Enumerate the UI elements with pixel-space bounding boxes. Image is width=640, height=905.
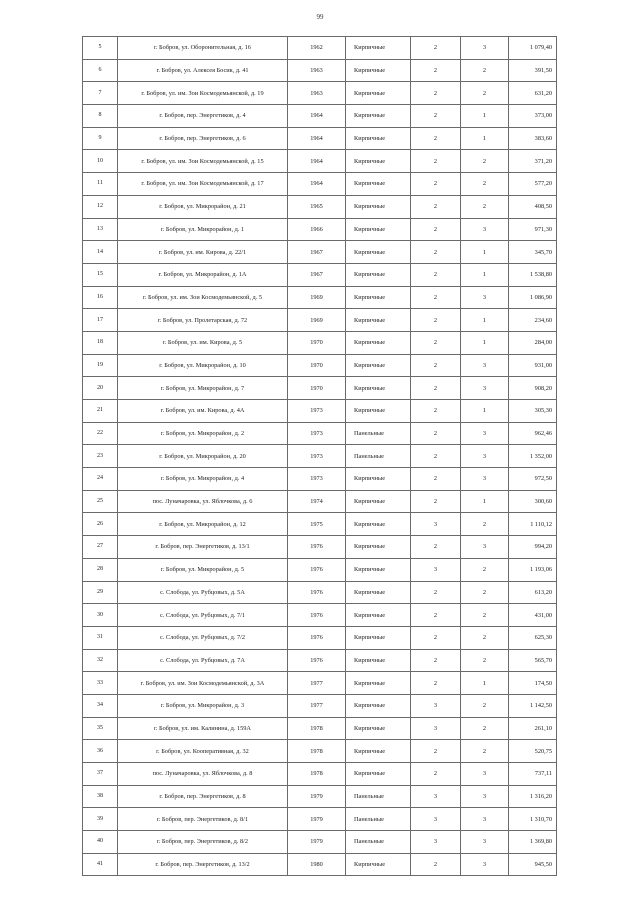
area-cell: 613,20 bbox=[509, 581, 557, 604]
address-cell: г. Бобров, ул. Микрорайон, д. 2 bbox=[118, 422, 288, 445]
row-number-cell: 29 bbox=[83, 581, 118, 604]
table-row bbox=[83, 127, 557, 150]
material-cell: Кирпичные bbox=[346, 581, 411, 604]
year-cell: 1977 bbox=[288, 694, 346, 717]
row-number-cell: 7 bbox=[83, 82, 118, 105]
area-cell: 908,20 bbox=[509, 377, 557, 400]
entrances-cell: 2 bbox=[461, 558, 509, 581]
area-cell: 972,50 bbox=[509, 468, 557, 491]
material-cell: Кирпичные bbox=[346, 400, 411, 423]
area-cell: 971,30 bbox=[509, 218, 557, 241]
year-cell: 1979 bbox=[288, 808, 346, 831]
page-number: 99 bbox=[316, 13, 324, 21]
material-cell: Панельные bbox=[346, 831, 411, 854]
row-number-cell: 8 bbox=[83, 105, 118, 128]
entrances-cell: 1 bbox=[461, 490, 509, 513]
floors-cell: 2 bbox=[411, 331, 461, 354]
material-cell: Кирпичные bbox=[346, 263, 411, 286]
row-number-cell: 6 bbox=[83, 59, 118, 82]
table-row bbox=[83, 581, 557, 604]
table-row bbox=[83, 785, 557, 808]
material-cell: Кирпичные bbox=[346, 59, 411, 82]
table-row bbox=[83, 195, 557, 218]
table-row bbox=[83, 173, 557, 196]
table-body bbox=[83, 37, 557, 876]
area-cell: 1 142,50 bbox=[509, 694, 557, 717]
area-cell: 737,11 bbox=[509, 763, 557, 786]
floors-cell: 2 bbox=[411, 59, 461, 82]
address-cell: г. Бобров, ул. Микрорайон, д. 3 bbox=[118, 694, 288, 717]
floors-cell: 2 bbox=[411, 581, 461, 604]
table-row bbox=[83, 59, 557, 82]
floors-cell: 3 bbox=[411, 785, 461, 808]
material-cell: Кирпичные bbox=[346, 377, 411, 400]
material-cell: Кирпичные bbox=[346, 127, 411, 150]
row-number-cell: 17 bbox=[83, 309, 118, 332]
material-cell: Кирпичные bbox=[346, 82, 411, 105]
address-cell: г. Бобров, пер. Энергетиков, д. 4 bbox=[118, 105, 288, 128]
row-number-cell: 19 bbox=[83, 354, 118, 377]
address-cell: г. Бобров, ул. Микрорайон, д. 5 bbox=[118, 558, 288, 581]
year-cell: 1964 bbox=[288, 105, 346, 128]
table-row bbox=[83, 400, 557, 423]
floors-cell: 3 bbox=[411, 808, 461, 831]
material-cell: Кирпичные bbox=[346, 694, 411, 717]
area-cell: 174,50 bbox=[509, 672, 557, 695]
address-cell: г. Бобров, пер. Энергетиков, д. 6 bbox=[118, 127, 288, 150]
material-cell: Кирпичные bbox=[346, 309, 411, 332]
row-number-cell: 41 bbox=[83, 853, 118, 876]
year-cell: 1966 bbox=[288, 218, 346, 241]
floors-cell: 2 bbox=[411, 218, 461, 241]
address-cell: г. Бобров, пер. Энергетиков, д. 13/1 bbox=[118, 536, 288, 559]
row-number-cell: 26 bbox=[83, 513, 118, 536]
area-cell: 345,70 bbox=[509, 241, 557, 264]
table-row bbox=[83, 263, 557, 286]
entrances-cell: 1 bbox=[461, 263, 509, 286]
entrances-cell: 2 bbox=[461, 740, 509, 763]
area-cell: 305,30 bbox=[509, 400, 557, 423]
address-cell: г. Бобров, ул. Микрорайон, д. 21 bbox=[118, 195, 288, 218]
address-cell: г. Бобров, ул. Микрорайон, д. 7 bbox=[118, 377, 288, 400]
row-number-cell: 38 bbox=[83, 785, 118, 808]
material-cell: Кирпичные bbox=[346, 558, 411, 581]
year-cell: 1976 bbox=[288, 558, 346, 581]
area-cell: 1 086,90 bbox=[509, 286, 557, 309]
material-cell: Кирпичные bbox=[346, 853, 411, 876]
row-number-cell: 23 bbox=[83, 445, 118, 468]
year-cell: 1974 bbox=[288, 490, 346, 513]
area-cell: 371,20 bbox=[509, 150, 557, 173]
material-cell: Кирпичные bbox=[346, 105, 411, 128]
year-cell: 1964 bbox=[288, 127, 346, 150]
year-cell: 1976 bbox=[288, 626, 346, 649]
entrances-cell: 1 bbox=[461, 331, 509, 354]
floors-cell: 2 bbox=[411, 82, 461, 105]
address-cell: г. Бобров, ул. Кооперативная, д. 32 bbox=[118, 740, 288, 763]
area-cell: 1 316,20 bbox=[509, 785, 557, 808]
row-number-cell: 31 bbox=[83, 626, 118, 649]
area-cell: 284,00 bbox=[509, 331, 557, 354]
material-cell: Кирпичные bbox=[346, 536, 411, 559]
row-number-cell: 25 bbox=[83, 490, 118, 513]
year-cell: 1975 bbox=[288, 513, 346, 536]
row-number-cell: 28 bbox=[83, 558, 118, 581]
year-cell: 1973 bbox=[288, 422, 346, 445]
floors-cell: 2 bbox=[411, 377, 461, 400]
floors-cell: 2 bbox=[411, 763, 461, 786]
material-cell: Кирпичные bbox=[346, 604, 411, 627]
material-cell: Панельные bbox=[346, 422, 411, 445]
table-row bbox=[83, 490, 557, 513]
material-cell: Кирпичные bbox=[346, 672, 411, 695]
table-row bbox=[83, 150, 557, 173]
row-number-cell: 10 bbox=[83, 150, 118, 173]
material-cell: Кирпичные bbox=[346, 649, 411, 672]
area-cell: 625,30 bbox=[509, 626, 557, 649]
floors-cell: 2 bbox=[411, 105, 461, 128]
floors-cell: 2 bbox=[411, 286, 461, 309]
table-row bbox=[83, 445, 557, 468]
entrances-cell: 1 bbox=[461, 309, 509, 332]
floors-cell: 2 bbox=[411, 626, 461, 649]
address-cell: г. Бобров, пер. Энергетиков, д. 8 bbox=[118, 785, 288, 808]
year-cell: 1976 bbox=[288, 581, 346, 604]
address-cell: с. Слобода, ул. Рубцовых, д. 7А bbox=[118, 649, 288, 672]
year-cell: 1973 bbox=[288, 400, 346, 423]
year-cell: 1970 bbox=[288, 331, 346, 354]
entrances-cell: 3 bbox=[461, 763, 509, 786]
material-cell: Кирпичные bbox=[346, 717, 411, 740]
table-row bbox=[83, 309, 557, 332]
row-number-cell: 30 bbox=[83, 604, 118, 627]
address-cell: г. Бобров, ул. им. Зои Космодемьянской, д. 5 bbox=[118, 286, 288, 309]
material-cell: Кирпичные bbox=[346, 37, 411, 60]
year-cell: 1963 bbox=[288, 59, 346, 82]
material-cell: Панельные bbox=[346, 445, 411, 468]
entrances-cell: 3 bbox=[461, 286, 509, 309]
table-row bbox=[83, 558, 557, 581]
table-row bbox=[83, 626, 557, 649]
year-cell: 1976 bbox=[288, 604, 346, 627]
entrances-cell: 2 bbox=[461, 513, 509, 536]
area-cell: 300,60 bbox=[509, 490, 557, 513]
year-cell: 1964 bbox=[288, 150, 346, 173]
floors-cell: 2 bbox=[411, 490, 461, 513]
entrances-cell: 2 bbox=[461, 626, 509, 649]
entrances-cell: 2 bbox=[461, 649, 509, 672]
address-cell: с. Слобода, ул. Рубцовых, д. 5А bbox=[118, 581, 288, 604]
material-cell: Кирпичные bbox=[346, 490, 411, 513]
floors-cell: 2 bbox=[411, 354, 461, 377]
material-cell: Панельные bbox=[346, 808, 411, 831]
year-cell: 1979 bbox=[288, 831, 346, 854]
entrances-cell: 1 bbox=[461, 400, 509, 423]
table-row bbox=[83, 649, 557, 672]
row-number-cell: 32 bbox=[83, 649, 118, 672]
row-number-cell: 33 bbox=[83, 672, 118, 695]
area-cell: 520,75 bbox=[509, 740, 557, 763]
table-row bbox=[83, 105, 557, 128]
floors-cell: 3 bbox=[411, 717, 461, 740]
year-cell: 1965 bbox=[288, 195, 346, 218]
area-cell: 565,70 bbox=[509, 649, 557, 672]
row-number-cell: 5 bbox=[83, 37, 118, 60]
row-number-cell: 12 bbox=[83, 195, 118, 218]
address-cell: г. Бобров, ул. им. Кирова, д. 4А bbox=[118, 400, 288, 423]
area-cell: 631,20 bbox=[509, 82, 557, 105]
entrances-cell: 1 bbox=[461, 672, 509, 695]
address-cell: г. Бобров, пер. Энергетиков, д. 8/1 bbox=[118, 808, 288, 831]
address-cell: г. Бобров, ул. им. Калинина, д. 159А bbox=[118, 717, 288, 740]
floors-cell: 2 bbox=[411, 263, 461, 286]
area-cell: 261,10 bbox=[509, 717, 557, 740]
row-number-cell: 27 bbox=[83, 536, 118, 559]
row-number-cell: 22 bbox=[83, 422, 118, 445]
entrances-cell: 3 bbox=[461, 853, 509, 876]
material-cell: Кирпичные bbox=[346, 626, 411, 649]
year-cell: 1976 bbox=[288, 536, 346, 559]
table-row bbox=[83, 740, 557, 763]
address-cell: г. Бобров, ул. им. Зои Космодемьянской, д. 3А bbox=[118, 672, 288, 695]
year-cell: 1980 bbox=[288, 853, 346, 876]
entrances-cell: 2 bbox=[461, 173, 509, 196]
address-cell: г. Бобров, ул. Микрорайон, д. 10 bbox=[118, 354, 288, 377]
table-row bbox=[83, 377, 557, 400]
entrances-cell: 2 bbox=[461, 82, 509, 105]
entrances-cell: 3 bbox=[461, 468, 509, 491]
area-cell: 1 079,40 bbox=[509, 37, 557, 60]
year-cell: 1963 bbox=[288, 82, 346, 105]
material-cell: Кирпичные bbox=[346, 241, 411, 264]
floors-cell: 2 bbox=[411, 37, 461, 60]
year-cell: 1962 bbox=[288, 37, 346, 60]
floors-cell: 2 bbox=[411, 195, 461, 218]
area-cell: 945,50 bbox=[509, 853, 557, 876]
row-number-cell: 11 bbox=[83, 173, 118, 196]
table-row bbox=[83, 763, 557, 786]
entrances-cell: 3 bbox=[461, 785, 509, 808]
entrances-cell: 2 bbox=[461, 717, 509, 740]
row-number-cell: 13 bbox=[83, 218, 118, 241]
table-row bbox=[83, 672, 557, 695]
material-cell: Кирпичные bbox=[346, 513, 411, 536]
row-number-cell: 18 bbox=[83, 331, 118, 354]
table-row bbox=[83, 468, 557, 491]
table-row bbox=[83, 37, 557, 60]
row-number-cell: 20 bbox=[83, 377, 118, 400]
floors-cell: 2 bbox=[411, 400, 461, 423]
area-cell: 383,60 bbox=[509, 127, 557, 150]
entrances-cell: 3 bbox=[461, 377, 509, 400]
year-cell: 1978 bbox=[288, 717, 346, 740]
table-row bbox=[83, 831, 557, 854]
year-cell: 1973 bbox=[288, 445, 346, 468]
material-cell: Кирпичные bbox=[346, 763, 411, 786]
floors-cell: 2 bbox=[411, 309, 461, 332]
material-cell: Кирпичные bbox=[346, 331, 411, 354]
table-row bbox=[83, 717, 557, 740]
floors-cell: 2 bbox=[411, 468, 461, 491]
row-number-cell: 37 bbox=[83, 763, 118, 786]
floors-cell: 2 bbox=[411, 127, 461, 150]
address-cell: г. Бобров, ул. им. Зои Космодемьянской, д. 19 bbox=[118, 82, 288, 105]
year-cell: 1969 bbox=[288, 309, 346, 332]
floors-cell: 2 bbox=[411, 740, 461, 763]
entrances-cell: 2 bbox=[461, 604, 509, 627]
row-number-cell: 14 bbox=[83, 241, 118, 264]
floors-cell: 2 bbox=[411, 241, 461, 264]
floors-cell: 2 bbox=[411, 604, 461, 627]
address-cell: г. Бобров, ул. Пролетарская, д. 72 bbox=[118, 309, 288, 332]
address-cell: пос. Луначаровка, ул. Яблочкова, д. 6 bbox=[118, 490, 288, 513]
material-cell: Кирпичные bbox=[346, 740, 411, 763]
year-cell: 1970 bbox=[288, 354, 346, 377]
row-number-cell: 15 bbox=[83, 263, 118, 286]
table-row bbox=[83, 218, 557, 241]
area-cell: 1 538,80 bbox=[509, 263, 557, 286]
row-number-cell: 36 bbox=[83, 740, 118, 763]
area-cell: 431,00 bbox=[509, 604, 557, 627]
area-cell: 577,20 bbox=[509, 173, 557, 196]
material-cell: Кирпичные bbox=[346, 286, 411, 309]
address-cell: г. Бобров, ул. Микрорайон, д. 1А bbox=[118, 263, 288, 286]
address-cell: г. Бобров, ул. им. Зои Космодемьянской, д. 17 bbox=[118, 173, 288, 196]
entrances-cell: 3 bbox=[461, 218, 509, 241]
address-cell: г. Бобров, пер. Энергетиков, д. 13/2 bbox=[118, 853, 288, 876]
address-cell: г. Бобров, ул. им. Кирова, д. 5 bbox=[118, 331, 288, 354]
material-cell: Кирпичные bbox=[346, 354, 411, 377]
material-cell: Кирпичные bbox=[346, 173, 411, 196]
year-cell: 1978 bbox=[288, 763, 346, 786]
table-row bbox=[83, 694, 557, 717]
address-cell: г. Бобров, ул. Микрорайон, д. 12 bbox=[118, 513, 288, 536]
year-cell: 1976 bbox=[288, 649, 346, 672]
area-cell: 1 352,00 bbox=[509, 445, 557, 468]
address-cell: г. Бобров, ул. Микрорайон, д. 1 bbox=[118, 218, 288, 241]
address-cell: г. Бобров, ул. Алексея Босик, д. 41 bbox=[118, 59, 288, 82]
area-cell: 391,50 bbox=[509, 59, 557, 82]
year-cell: 1977 bbox=[288, 672, 346, 695]
area-cell: 373,00 bbox=[509, 105, 557, 128]
address-cell: г. Бобров, ул. Микрорайон, д. 20 bbox=[118, 445, 288, 468]
material-cell: Кирпичные bbox=[346, 195, 411, 218]
row-number-cell: 24 bbox=[83, 468, 118, 491]
address-cell: г. Бобров, пер. Энергетиков, д. 8/2 bbox=[118, 831, 288, 854]
floors-cell: 2 bbox=[411, 672, 461, 695]
table-row bbox=[83, 853, 557, 876]
table-row bbox=[83, 331, 557, 354]
material-cell: Кирпичные bbox=[346, 150, 411, 173]
year-cell: 1967 bbox=[288, 263, 346, 286]
floors-cell: 2 bbox=[411, 173, 461, 196]
year-cell: 1979 bbox=[288, 785, 346, 808]
area-cell: 1 110,12 bbox=[509, 513, 557, 536]
floors-cell: 2 bbox=[411, 649, 461, 672]
row-number-cell: 35 bbox=[83, 717, 118, 740]
floors-cell: 2 bbox=[411, 422, 461, 445]
area-cell: 931,00 bbox=[509, 354, 557, 377]
area-cell: 234,60 bbox=[509, 309, 557, 332]
entrances-cell: 3 bbox=[461, 536, 509, 559]
table-row bbox=[83, 82, 557, 105]
row-number-cell: 34 bbox=[83, 694, 118, 717]
row-number-cell: 16 bbox=[83, 286, 118, 309]
year-cell: 1978 bbox=[288, 740, 346, 763]
floors-cell: 2 bbox=[411, 536, 461, 559]
table-row bbox=[83, 354, 557, 377]
entrances-cell: 2 bbox=[461, 694, 509, 717]
housing-table bbox=[82, 36, 557, 876]
material-cell: Кирпичные bbox=[346, 218, 411, 241]
floors-cell: 3 bbox=[411, 558, 461, 581]
floors-cell: 3 bbox=[411, 694, 461, 717]
floors-cell: 2 bbox=[411, 853, 461, 876]
address-cell: г. Бобров, ул. Микрорайон, д. 4 bbox=[118, 468, 288, 491]
table-row bbox=[83, 422, 557, 445]
entrances-cell: 2 bbox=[461, 195, 509, 218]
address-cell: с. Слобода, ул. Рубцовых, д. 7/2 bbox=[118, 626, 288, 649]
entrances-cell: 3 bbox=[461, 808, 509, 831]
row-number-cell: 9 bbox=[83, 127, 118, 150]
area-cell: 994,20 bbox=[509, 536, 557, 559]
area-cell: 1 369,80 bbox=[509, 831, 557, 854]
year-cell: 1967 bbox=[288, 241, 346, 264]
table-row bbox=[83, 808, 557, 831]
year-cell: 1969 bbox=[288, 286, 346, 309]
entrances-cell: 1 bbox=[461, 105, 509, 128]
entrances-cell: 1 bbox=[461, 241, 509, 264]
year-cell: 1964 bbox=[288, 173, 346, 196]
floors-cell: 2 bbox=[411, 445, 461, 468]
address-cell: г. Бобров, ул. им. Кирова, д. 22/1 bbox=[118, 241, 288, 264]
address-cell: г. Бобров, ул. Оборонительная, д. 16 bbox=[118, 37, 288, 60]
entrances-cell: 3 bbox=[461, 354, 509, 377]
table-row bbox=[83, 513, 557, 536]
area-cell: 408,50 bbox=[509, 195, 557, 218]
entrances-cell: 3 bbox=[461, 422, 509, 445]
entrances-cell: 3 bbox=[461, 37, 509, 60]
address-cell: г. Бобров, ул. им. Зои Космодемьянской, д. 15 bbox=[118, 150, 288, 173]
entrances-cell: 2 bbox=[461, 150, 509, 173]
row-number-cell: 39 bbox=[83, 808, 118, 831]
table-row bbox=[83, 604, 557, 627]
table-row bbox=[83, 241, 557, 264]
table-row bbox=[83, 286, 557, 309]
address-cell: с. Слобода, ул. Рубцовых, д. 7/1 bbox=[118, 604, 288, 627]
year-cell: 1970 bbox=[288, 377, 346, 400]
entrances-cell: 2 bbox=[461, 581, 509, 604]
entrances-cell: 3 bbox=[461, 445, 509, 468]
address-cell: пос. Луначаровка, ул. Яблочкова, д. 8 bbox=[118, 763, 288, 786]
table-row bbox=[83, 536, 557, 559]
entrances-cell: 1 bbox=[461, 127, 509, 150]
area-cell: 962,46 bbox=[509, 422, 557, 445]
material-cell: Панельные bbox=[346, 785, 411, 808]
year-cell: 1973 bbox=[288, 468, 346, 491]
floors-cell: 3 bbox=[411, 831, 461, 854]
entrances-cell: 2 bbox=[461, 59, 509, 82]
entrances-cell: 3 bbox=[461, 831, 509, 854]
area-cell: 1 310,70 bbox=[509, 808, 557, 831]
row-number-cell: 21 bbox=[83, 400, 118, 423]
floors-cell: 3 bbox=[411, 513, 461, 536]
area-cell: 1 193,06 bbox=[509, 558, 557, 581]
floors-cell: 2 bbox=[411, 150, 461, 173]
row-number-cell: 40 bbox=[83, 831, 118, 854]
material-cell: Кирпичные bbox=[346, 468, 411, 491]
